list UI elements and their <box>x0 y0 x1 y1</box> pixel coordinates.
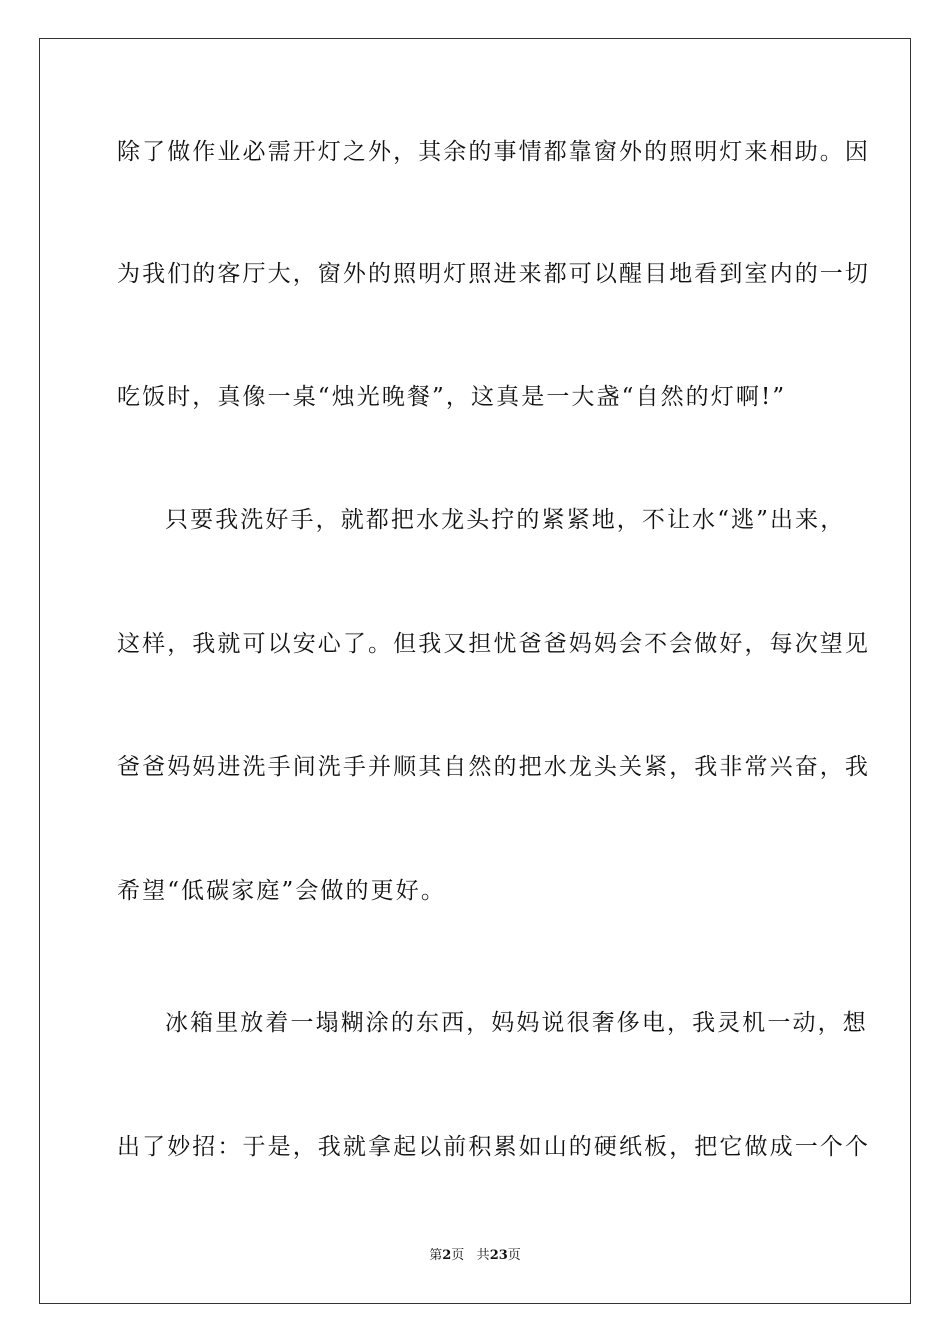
body-line-6: 爸爸妈妈进洗手间洗手并顺其自然的把水龙头关紧，我非常兴奋，我 <box>117 754 870 780</box>
body-line-9: 出了妙招：于是，我就拿起以前积累如山的硬纸板，把它做成一个个 <box>117 1134 870 1160</box>
current-page-number: 2 <box>442 1248 452 1263</box>
body-line-2: 为我们的客厅大，窗外的照明灯照进来都可以醒目地看到室内的一切 <box>117 261 870 287</box>
page-prefix: 第 <box>429 1248 443 1263</box>
body-line-4: 只要我洗好手，就都把水龙头拧的紧紧地，不让水“逃”出来， <box>165 507 846 533</box>
page-border <box>39 38 911 1304</box>
body-line-7: 希望“低碳家庭”会做的更好。 <box>117 878 446 904</box>
total-pages-number: 23 <box>489 1248 508 1263</box>
page-suffix: 页 <box>451 1248 465 1263</box>
total-suffix: 页 <box>507 1248 521 1263</box>
body-line-3: 吃饭时，真像一桌“烛光晚餐”，这真是一大盏“自然的灯啊!” <box>117 384 787 410</box>
body-line-8: 冰箱里放着一塌糊涂的东西，妈妈说很奢侈电，我灵机一动，想 <box>165 1010 868 1036</box>
total-prefix: 共 <box>476 1248 490 1263</box>
body-line-5: 这样，我就可以安心了。但我又担忧爸爸妈妈会不会做好，每次望见 <box>117 631 870 657</box>
page-footer <box>0 1247 950 1265</box>
body-line-1: 除了做作业必需开灯之外，其余的事情都靠窗外的照明灯来相助。因 <box>117 139 870 165</box>
